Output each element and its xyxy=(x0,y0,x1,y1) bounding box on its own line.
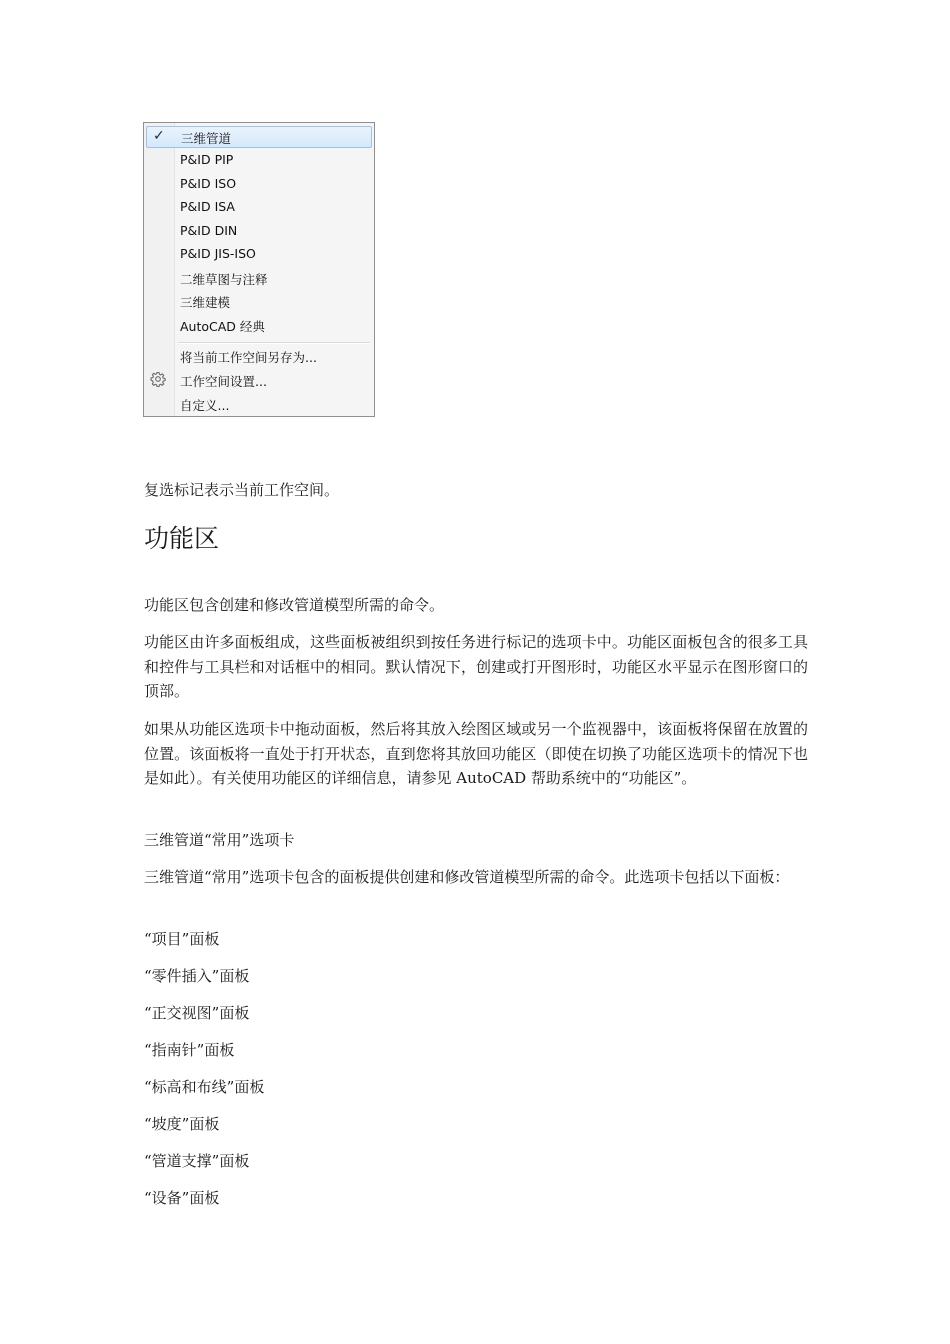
menu-item-pid-jis-iso[interactable] xyxy=(146,243,372,265)
menu-item-label: 三维建模 xyxy=(180,295,231,310)
menu-item-label: 三维管道 xyxy=(181,131,232,146)
menu-item-workspace-settings[interactable] xyxy=(146,369,372,391)
menu-item-autocad-classic[interactable] xyxy=(146,314,372,336)
menu-item-2d-drafting[interactable] xyxy=(146,267,372,289)
menu-item-pid-din[interactable] xyxy=(146,220,372,242)
list-item-ortho-view-panel: “正交视图”面板 xyxy=(144,1004,250,1022)
menu-item-label: P&ID PIP xyxy=(180,152,234,167)
workspace-menu xyxy=(143,122,375,417)
paragraph-intro: 功能区包含创建和修改管道模型所需的命令。 xyxy=(144,596,445,614)
menu-item-label: 自定义... xyxy=(180,398,230,413)
menu-item-label: 工作空间设置... xyxy=(180,374,267,389)
menu-item-save-workspace-as[interactable] xyxy=(146,345,372,367)
menu-item-pid-isa[interactable] xyxy=(146,196,372,218)
section-heading: 功能区 xyxy=(144,524,220,553)
checkmark-icon: ✓ xyxy=(153,128,165,144)
paragraph-drag-panels: 如果从功能区选项卡中拖动面板，然后将其放入绘图区域或另一个监视器中，该面板将保留在放置的位置。该面板将一直处于打开状态，直到您将其放回功能区（即使在切换了功能区选项卡的情况下也是如此）。有关使用功能区的详细信息，请参见 AutoCAD 帮助系统中的“功能区”。 xyxy=(144,720,808,787)
paragraph-home-tab: 三维管道“常用”选项卡包含的面板提供创建和修改管道模型所需的命令。此选项卡包括以下面板： xyxy=(144,868,790,886)
list-item-elevation-routing-panel: “标高和布线”面板 xyxy=(144,1078,265,1096)
menu-item-label: P&ID JIS-ISO xyxy=(180,246,256,261)
paragraph-ribbon-panels: 功能区由许多面板组成，这些面板被组织到按任务进行标记的选项卡中。功能区面板包含的很多工具和控件与工具栏和对话框中的相同。默认情况下，创建或打开图形时，功能区水平显示在图形窗口的顶部。 xyxy=(144,633,808,700)
menu-item-label: P&ID ISA xyxy=(180,199,235,214)
list-item-part-insertion-panel: “零件插入”面板 xyxy=(144,967,250,985)
list-item-slope-panel: “坡度”面板 xyxy=(144,1115,220,1133)
menu-item-label: 二维草图与注释 xyxy=(180,272,268,287)
menu-item-label: AutoCAD 经典 xyxy=(180,319,265,334)
menu-separator xyxy=(178,342,370,344)
menu-item-pid-iso[interactable] xyxy=(146,173,372,195)
list-item-compass-panel: “指南针”面板 xyxy=(144,1041,235,1059)
menu-item-3d-piping[interactable] xyxy=(146,126,372,148)
menu-item-3d-modeling[interactable] xyxy=(146,290,372,312)
menu-item-label: P&ID DIN xyxy=(180,223,238,238)
menu-item-label: P&ID ISO xyxy=(180,176,237,191)
list-item-equipment-panel: “设备”面板 xyxy=(144,1189,220,1207)
menu-item-label: 将当前工作空间另存为... xyxy=(180,350,317,365)
list-item-pipe-supports-panel: “管道支撑”面板 xyxy=(144,1152,250,1170)
list-item-project-panel: “项目”面板 xyxy=(144,930,220,948)
menu-item-customize[interactable] xyxy=(146,393,372,415)
gear-icon xyxy=(150,371,166,387)
menu-item-pid-pip[interactable] xyxy=(146,149,372,171)
menu-caption: 复选标记表示当前工作空间。 xyxy=(144,481,340,499)
subheading-home-tab: 三维管道“常用”选项卡 xyxy=(144,831,295,849)
